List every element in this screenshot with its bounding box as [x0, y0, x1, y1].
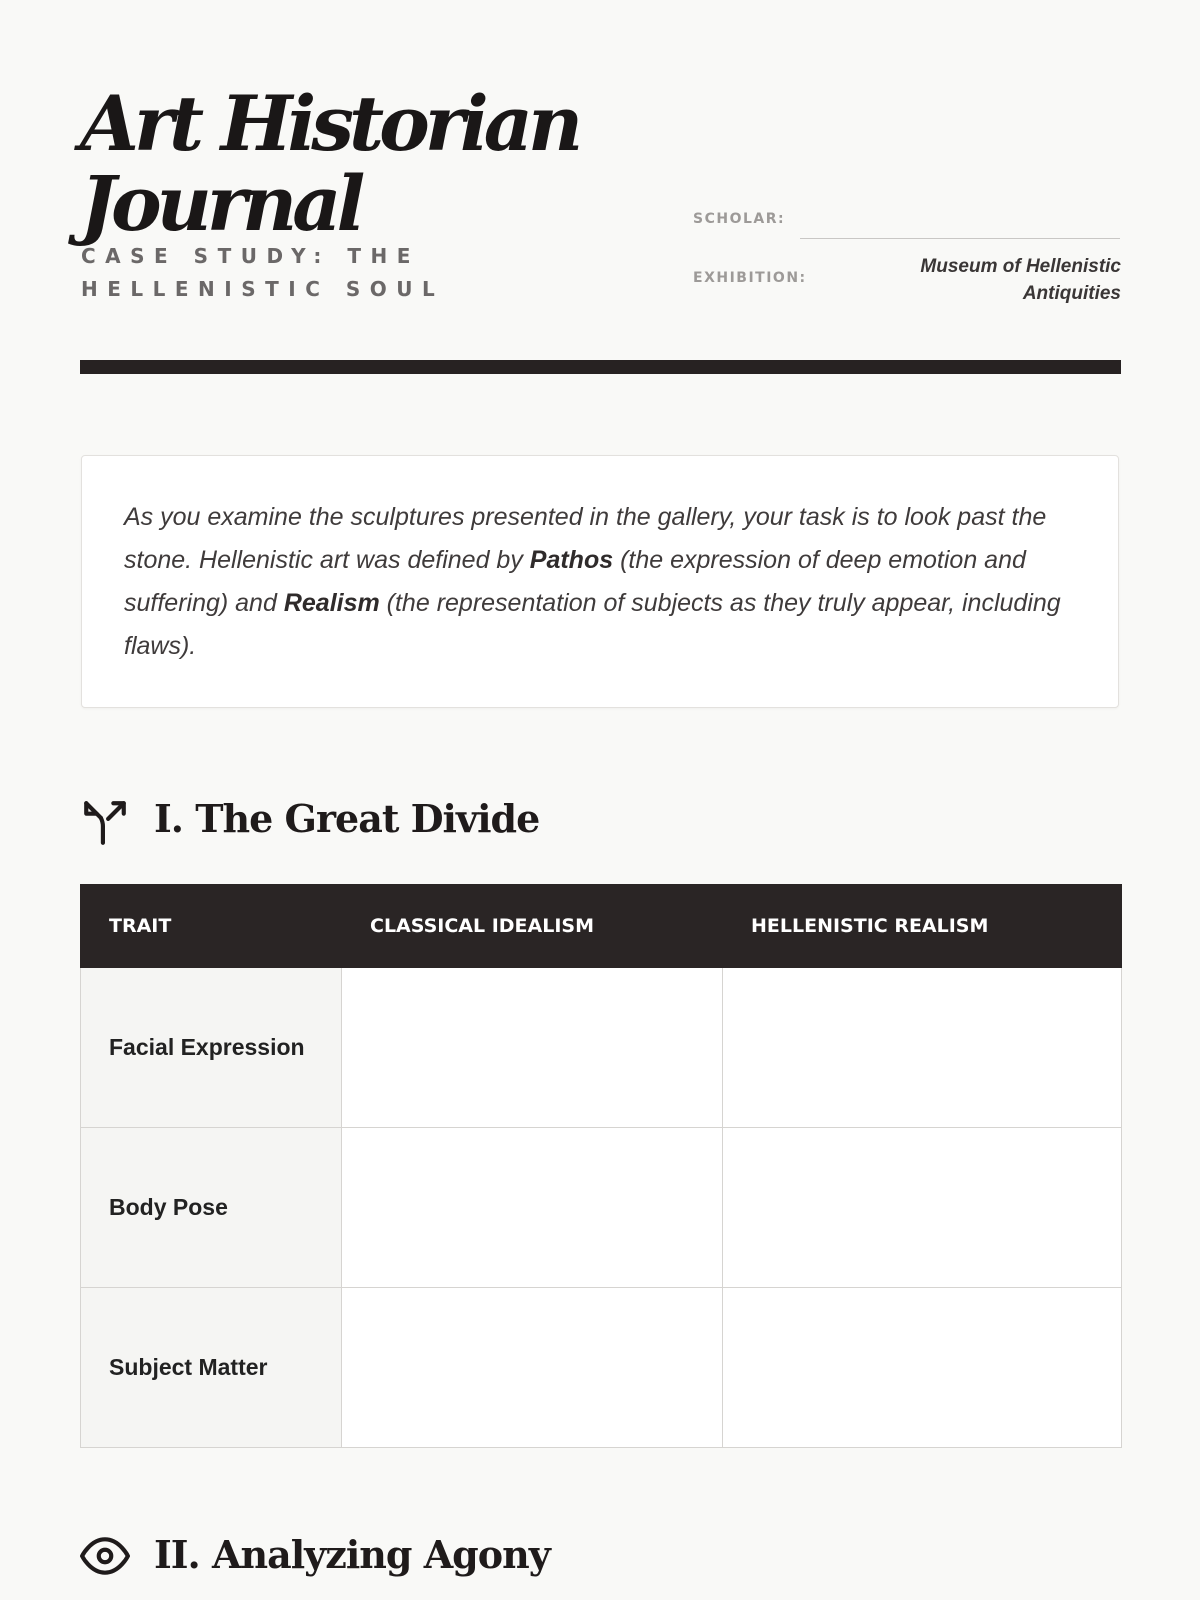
trait-cell: Subject Matter	[81, 1288, 342, 1448]
hellenistic-answer-cell[interactable]	[723, 1128, 1122, 1288]
header-classical-idealism: CLASSICAL IDEALISM	[342, 885, 723, 968]
pathos-term: Pathos	[529, 546, 614, 574]
journal-title	[80, 79, 680, 248]
classical-answer-cell[interactable]	[342, 1288, 723, 1448]
classical-answer-cell[interactable]	[342, 968, 723, 1128]
hellenistic-answer-cell[interactable]	[723, 968, 1122, 1128]
section-2-heading	[80, 1525, 980, 1585]
classical-answer-cell[interactable]	[342, 1128, 723, 1288]
exhibition-value: Museum of Hellenistic Antiquities	[920, 256, 1121, 304]
scholar-label: SCHOLAR:	[693, 211, 786, 227]
split-arrow-icon	[80, 797, 130, 847]
intro-text-3: (the representation of subjects as they truly appear, including flaws).	[124, 589, 1061, 660]
table-row	[81, 968, 1122, 1128]
header-trait: TRAIT	[81, 885, 342, 968]
section-1-heading	[80, 789, 980, 849]
intro-box	[81, 455, 1119, 708]
table-row	[81, 1128, 1122, 1288]
intro-text-1: As you examine the sculptures presented in the gallery, your task is to look past the stone. Hellenistic art was defined by	[124, 503, 1047, 574]
title-line-1: Art Historian	[80, 79, 579, 168]
case-study-subtitle: CASE STUDY: THE HELLENISTIC SOUL	[81, 244, 445, 301]
header-divider	[80, 360, 1121, 374]
trait-cell: Body Pose	[81, 1128, 342, 1288]
header-hellenistic-realism: HELLENISTIC REALISM	[723, 885, 1122, 968]
comparison-table	[80, 884, 1122, 1448]
intro-text-2: (the expression of deep emotion and suffering) and	[124, 546, 1026, 617]
trait-cell: Facial Expression	[81, 968, 342, 1128]
realism-term: Realism	[283, 589, 380, 617]
eye-icon	[80, 1531, 130, 1581]
table-header-row	[81, 885, 1122, 968]
hellenistic-answer-cell[interactable]	[723, 1288, 1122, 1448]
title-line-2: Journal	[80, 159, 361, 248]
table-row	[81, 1288, 1122, 1448]
section-1-title: I. The Great Divide	[154, 796, 540, 841]
section-2-title: II. Analyzing Agony	[154, 1532, 550, 1577]
exhibition-label: EXHIBITION:	[693, 270, 807, 286]
scholar-field[interactable]	[800, 238, 1120, 239]
